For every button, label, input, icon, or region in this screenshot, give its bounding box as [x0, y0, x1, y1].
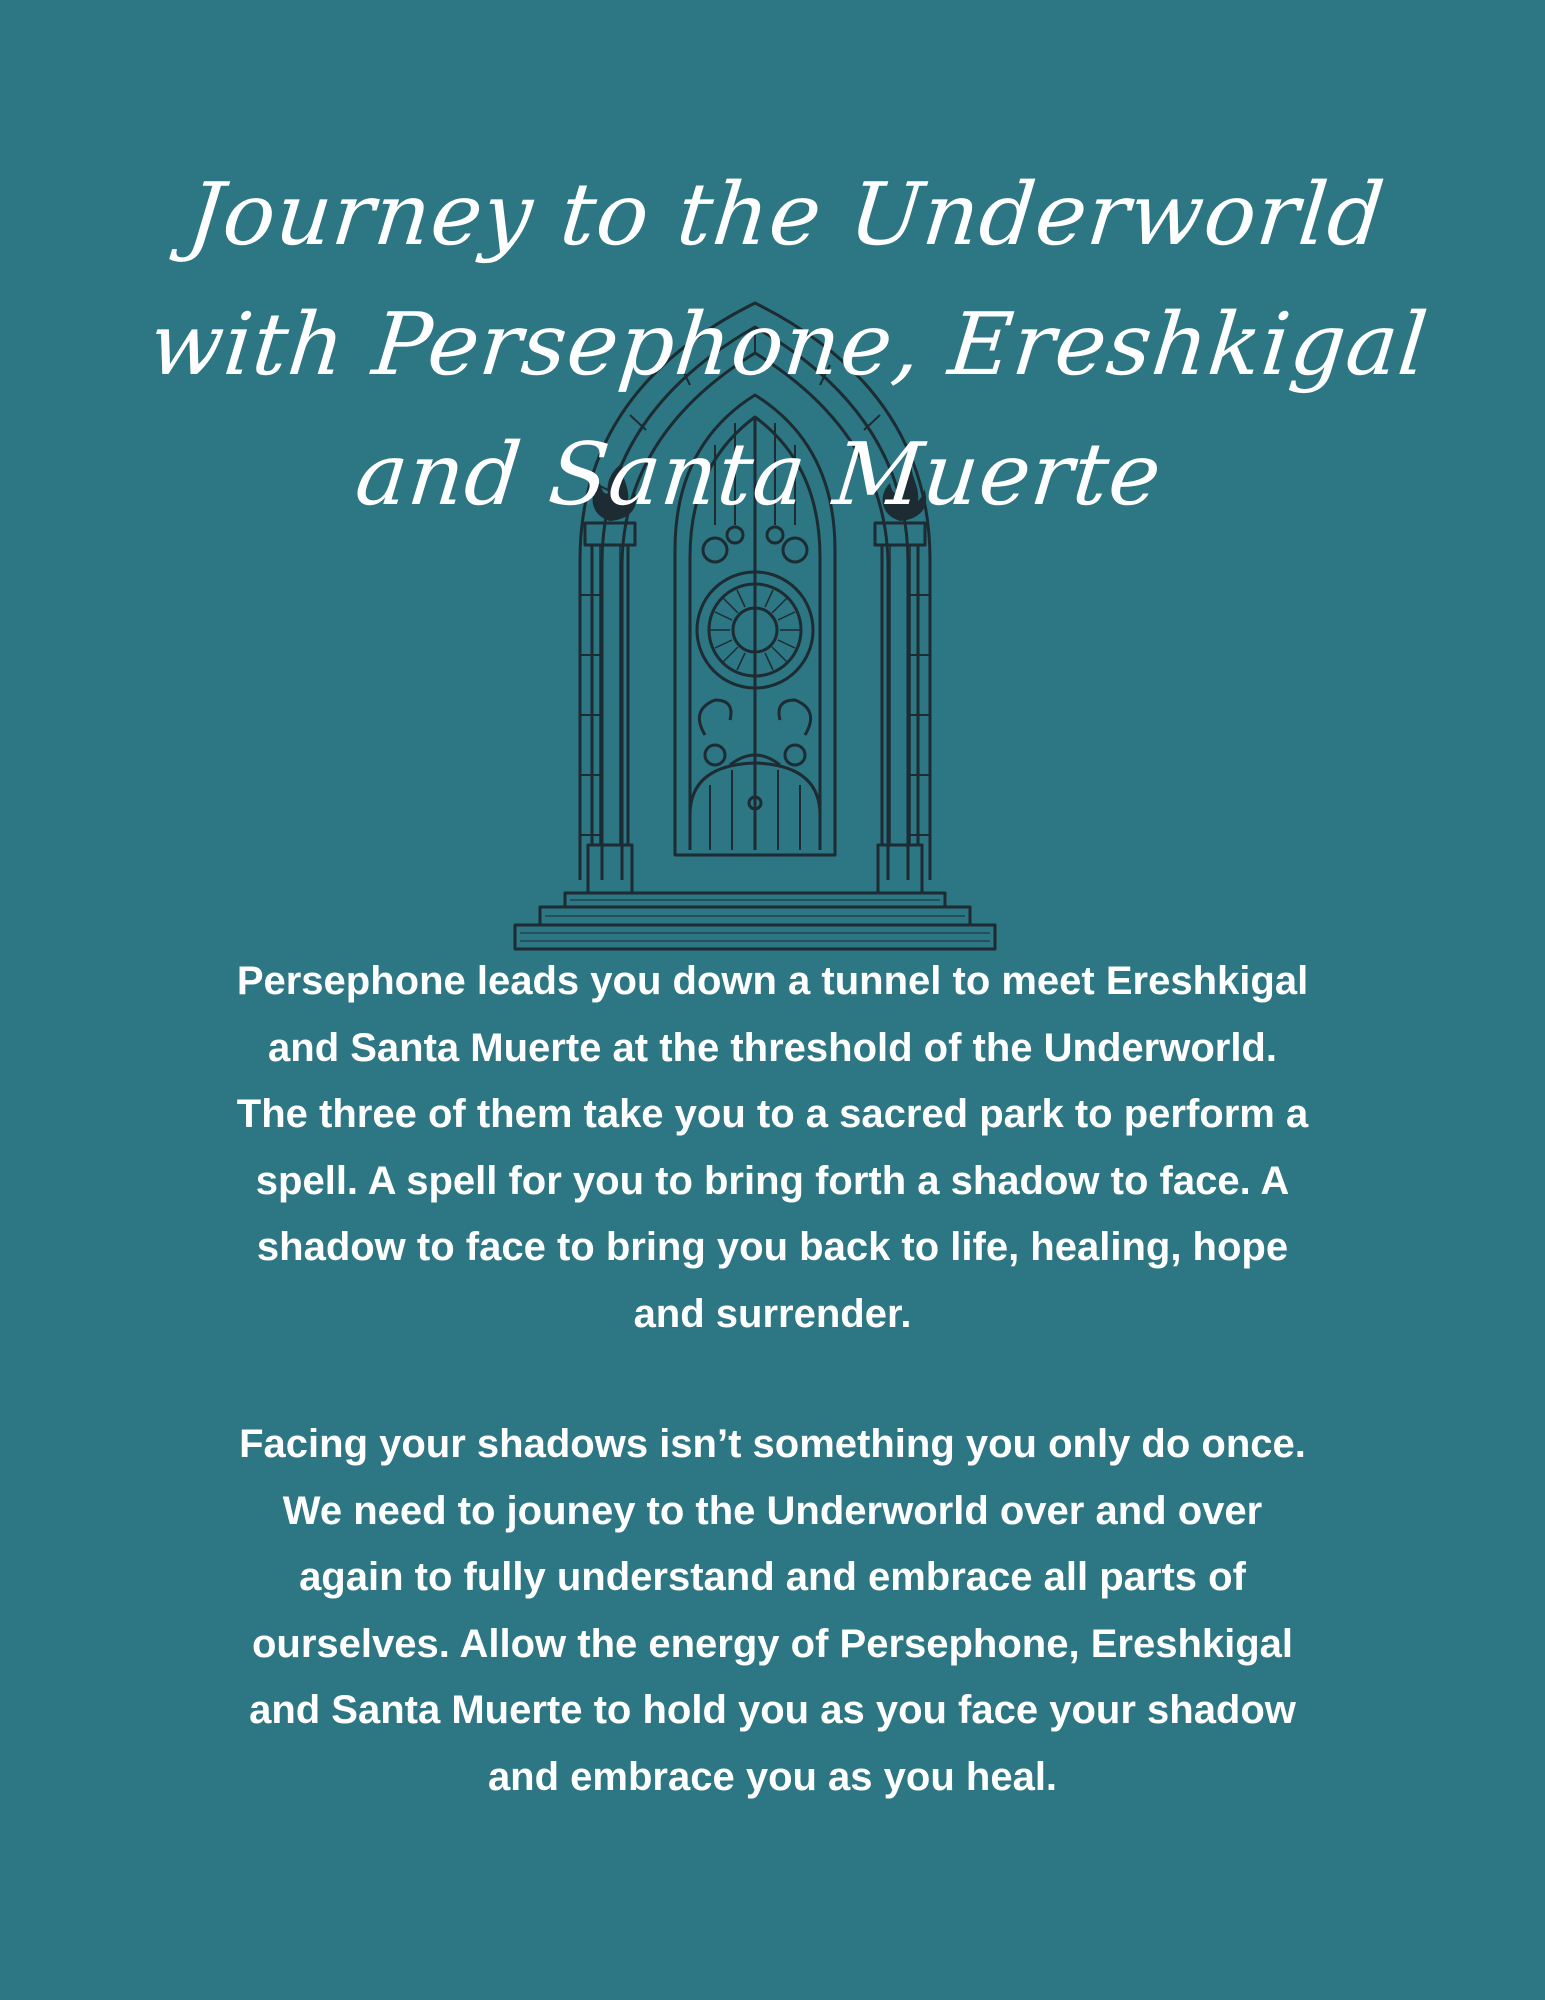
- paragraph-1: [150, 948, 1395, 1347]
- paragraph-line: and surrender.: [633, 1291, 912, 1336]
- paragraph-line: We need to jouney to the Underworld over and over: [282, 1488, 1263, 1533]
- paragraph-line: and embrace you as you heal.: [487, 1754, 1058, 1799]
- paragraph-line: Facing your shadows isn’t something you only do once.: [239, 1422, 1306, 1466]
- paragraph-line: shadow to face to bring you back to life, healing, hope: [256, 1225, 1289, 1269]
- page-title: [130, 150, 1433, 540]
- title-line: Journey to the Underworld: [183, 165, 1390, 265]
- paragraph-line: ourselves. Allow the energy of Persephone, Ereshkigal: [251, 1621, 1294, 1666]
- paragraph-2: [150, 1411, 1395, 1810]
- paragraph-line: and Santa Muerte to hold you as you face your shadow: [249, 1688, 1296, 1732]
- paragraph-line: spell. A spell for you to bring forth a shadow to face. A: [255, 1158, 1290, 1203]
- paragraph-line: The three of them take you to a sacred park to perform a: [236, 1092, 1309, 1136]
- paragraph-line: Persephone leads you down a tunnel to meet Ereshkigal: [236, 959, 1309, 1003]
- title-line: with Persephone, Ereshkigal: [144, 295, 1433, 395]
- title-line: and Santa Muerte: [351, 425, 1167, 525]
- paragraph-line: and Santa Muerte at the threshold of the Underworld.: [268, 1025, 1277, 1070]
- step-3: [515, 925, 995, 949]
- paragraph-line: again to fully understand and embrace all parts of: [299, 1555, 1246, 1599]
